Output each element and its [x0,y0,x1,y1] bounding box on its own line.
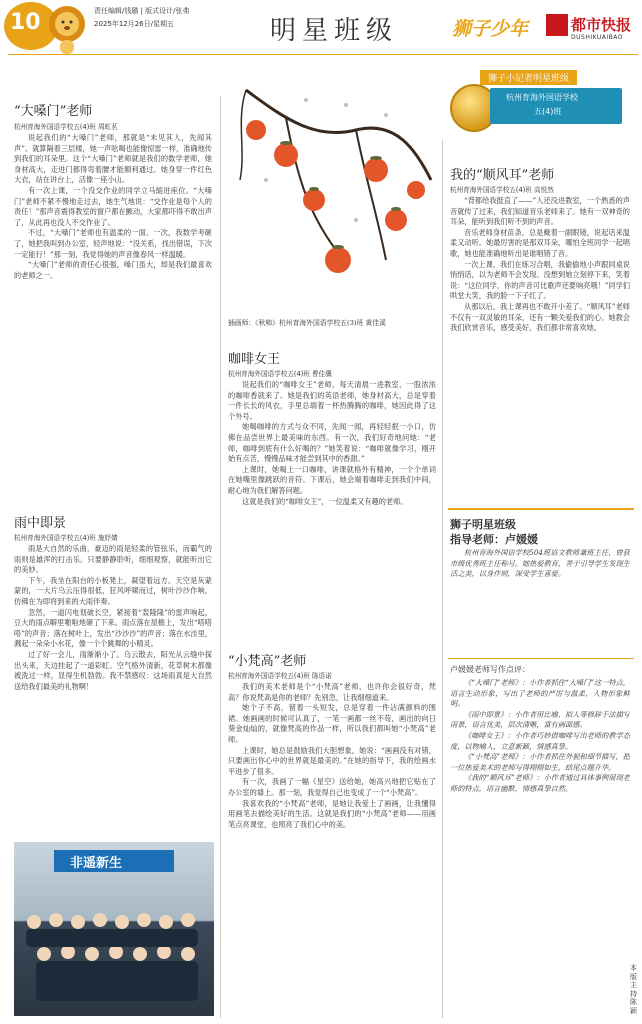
paragraph: 她个子不高，留着一头短发，总是穿着一件沾满颜料的围裙。她画画的时候可认真了，一笔一画都一丝不苟，画出的向日葵金灿灿的，就像梵高的作品一样，所以我们都叫她“小梵高”老师。 [228,703,436,744]
class-info-title: 狮子明星班级 [450,518,516,531]
paper-logo-mark-icon [546,14,568,36]
school-badge [450,70,630,134]
article-byline-sharp-ears: 杭州育海外国语学校五(4)班 高悦然 [450,186,554,194]
painting-caption: 插画师：《秋柿》杭州育海外国语学校五(3)班 黄佳溪 [228,319,386,327]
paragraph: 忽然，一道闪电划破长空，紧接着“轰隆隆”的雷声响起，豆大的雨点噼里啪啦地砸了下来。雨点落在屋檐上，发出“嗒嗒嗒”的声音；落在树叶上，发出“沙沙沙”的声音；落在水洼里，溅起一朵朵小水花，像一个个跳舞的小精灵。 [14,607,212,649]
lion-mascot-icon [46,0,88,56]
paragraph: 有一次上课，一个没交作业的同学立马缩进座位。“大嗓门”老师不紧不慢地走过去，她生气地说：“交作业是每个人的责任！”那声音震得教室的窗户都在颤动，大家都吓得不敢出声了，从此再也没人不交作业了。 [14,185,212,227]
article-title-coffee-queen: 咖啡女王 [228,352,281,367]
article-title-big-voice: “大嗓门”老师 [14,104,93,119]
paragraph: 上课时，她总是鼓励我们大胆想象，她说：“画画没有对错，只要画出你心中的世界就是最美的。”在她的指导下，我的绘画水平进步了很多。 [228,745,436,776]
badge-tag: 狮子小记者明星班级 [480,70,577,85]
paragraph: 她喝咖啡的方式与众不同，先闻一闻，再轻轻抿一小口，仿佛在品尝世界上最美味的东西。有一次，我们好奇地问她：“老师，咖啡到底有什么好喝的？”她笑着说：“咖啡就像学习，刚开始有点苦，慢慢品味才能尝到其中的香甜。” [228,422,436,464]
review-item: 《咖啡女王》：小作者巧妙借咖啡写出老师的教学态度，以物喻人，立意新颖，情感真挚。 [450,730,630,751]
editor-credit: 责任编辑/钱璐 | 版式设计/张弗 [94,7,190,15]
review-heading: 卢媛媛老师写作点评： [450,665,530,674]
article-title-little-van-gogh: “小梵高”老师 [228,654,307,669]
page-number: 10 [10,10,41,35]
paragraph: 下午，我坐在阳台的小板凳上，凝望着远方。天空是灰蒙蒙的，一大片乌云压得很低，狂风呼啸而过，树叶沙沙作响，仿佛在为即将到来的大雨伴奏。 [14,575,212,606]
header-divider [8,54,638,55]
article-byline-little-van-gogh: 杭州育海外国语学校五(4)班 陈语诺 [228,672,332,680]
paragraph: 从那以后，我上课再也不敢开小差了。“顺风耳”老师不仅有一双灵敏的耳朵，还有一颗关爱我们的心。她教会我们欣赏音乐，感受美好，我们都非常喜欢她。 [450,301,630,333]
section-title: 明星班级 [270,16,399,46]
article-byline-rain-scene: 杭州育海外国语学校五(4)班 施妤婧 [14,534,118,542]
paragraph: 上课时，她喝上一口咖啡，讲课就格外有精神，一个个单词在她嘴里像跳跃的音符。下课后，她会端着咖啡走到我们中间，耐心地为我们解答问题。 [228,464,436,495]
paragraph: 过了好一会儿，雨渐渐小了。乌云散去，阳光从云缝中探出头来，天边挂起了一道彩虹。空气格外清新，花草树木都像被洗过一样，显得生机勃勃。我不禁感叹：这场雨真是大自然送给我们最美的礼物啊！ [14,649,212,691]
paper-pinyin: DUSHIKUAIBAO [571,34,623,41]
paragraph: 音乐老师身材苗条，总是戴着一副眼镜，说起话来温柔又动听。她最厉害的是那双耳朵，哪怕全班同学一起唱歌，她也能准确地听出是谁唱错了音。 [450,227,630,258]
badge-class: 五(4)班 [534,107,562,116]
article-title-sharp-ears: 我的“顺风耳”老师 [450,168,555,183]
class-info-advisor: 指导老师：卢媛媛 [450,533,538,546]
paragraph: 说起我们的“咖啡女王”老师，每天清晨一进教室，一股浓浓的咖啡香就来了。她是我们的英语老师，她身材高大，总是穿着一件长长的风衣，手里总端着一杯热腾腾的咖啡，她因此得了这个外号。 [228,380,436,421]
class-info-box [448,508,634,659]
article-body-sharp-ears [450,196,630,500]
paragraph: 说起我们的“大嗓门”老师，那就是“未见其人，先闻其声”。就算隔着三层楼，她一声吆喝也能像惊雷一样，准确地传到我们的耳朵里。这个“大嗓门”老师就是我们的数学老师，她身材高大，走进门都得弯着腰才能顺利通过。她身穿一件红色大衣，站在讲台上，活像一座小山。 [14,133,212,185]
review-item: 《我的“顺风耳”老师》：小作者通过具体事例展现老师的特点，语言幽默，情感真挚自然。 [450,773,630,793]
page-header [0,0,642,58]
review-item: 《雨中即景》：小作者用比喻、拟人等修辞手法描写雨景，语言优美，层次清晰，富有画面感。 [450,709,630,730]
paper-name: 都市快报 [571,16,632,34]
footer-vertical-credit: 本版主持 陈颖 [630,964,637,1015]
paragraph: 不过，“大嗓门”老师也有温柔的一面。一次，我数学考砸了，她把我叫到办公室，轻声地说：“没关系，找出错误，下次一定能行！”那一刻，我觉得她的声音像春风一样温暖。 [14,228,212,259]
teacher-review [450,678,630,1018]
article-byline-coffee-queen: 杭州育海外国语学校五(4)班 曹佳骥 [228,370,332,378]
editor: 责任编辑/钱璐 [94,7,139,15]
article-body-rain-scene [14,544,212,836]
article-body-little-van-gogh [228,682,436,1016]
paragraph: 这就是我们的“咖啡女王”，一位温柔又有趣的老师。 [242,496,408,506]
persimmon-painting [226,60,438,310]
article-byline-big-voice: 杭州育海外国语学校五(4)班 周虹茗 [14,123,118,131]
paragraph: 有一次，我画了一幅《星空》送给她，她高兴地把它贴在了办公室的墙上。那一刻，我觉得自己也变成了一个“小梵高”。 [228,777,436,797]
photo-banner-text: 非遥新生 [70,856,123,871]
class-info-intro: 杭州育海外国语学校504班语文教师兼班主任，曾获市级优秀班主任称号。她热爱教育，善于引导学生发现生活之美，以身作则，深受学生喜爱。 [450,548,630,579]
paragraph: 雨是大自然的乐曲，豪迈的雨是轻柔的管弦乐，而霸气的雨则是雄浑的打击乐。只要静静聆听，细细观察，就能听出它的美妙。 [14,544,212,575]
article-body-big-voice [14,133,212,543]
designer: 版式设计/张弗 [145,7,190,15]
paragraph: 一次上课，我们在练习合唱，我偷偷地小声跟同桌说悄悄话，以为老师不会发现。没想到她立刻停下来，笑着说：“这位同学，你的声音可比歌声还要响亮哦！”同学们哄堂大笑，我的脸一下子红了。 [450,259,630,301]
paragraph: “背都给我挺直了——”人还没进教室，一个熟悉的声音就传了过来，我们知道音乐老师来了。她有一双神奇的耳朵，能听到我们听不到的声音。 [450,196,630,227]
column-divider [220,96,221,1018]
paragraph: “大嗓门”老师的责任心很强，嗓门虽大，却是我们最喜欢的老师之一。 [14,260,212,280]
review-item: 《“大嗓门”老师》：小作者抓住“大嗓门”这一特点，语言生动形象，写出了老师的严厉与温柔，人物形象鲜明。 [450,678,630,709]
badge-school: 杭州育海外国语学校 [506,93,578,102]
review-item: 《“小梵高”老师》：小作者抓住外貌和细节描写，把一位热爱美术的老师写得栩栩如生，结尾点题升华。 [450,752,630,772]
brand-script: 狮子少年 [452,18,529,40]
column-divider [442,140,443,1018]
students-group-illustration [14,902,214,1016]
class-photo [14,842,214,1016]
issue-date: 2025年12月26日/星期五 [94,20,174,28]
paragraph: 我喜欢我的“小梵高”老师，是她让我爱上了画画，让我懂得用画笔去描绘美好的生活。这就是我们的“小梵高”老师——用画笔点亮课堂，也照亮了我们心中的美。 [228,798,436,829]
article-title-rain-scene: 雨中即景 [14,516,67,531]
paragraph: 我们的美术老师是个“小梵高”老师，也许你会很好奇，梵高？你说梵高是你的老师？先别急，让我细细道来。 [228,682,436,702]
article-body-coffee-queen [228,380,436,642]
paper-logo [546,12,638,46]
